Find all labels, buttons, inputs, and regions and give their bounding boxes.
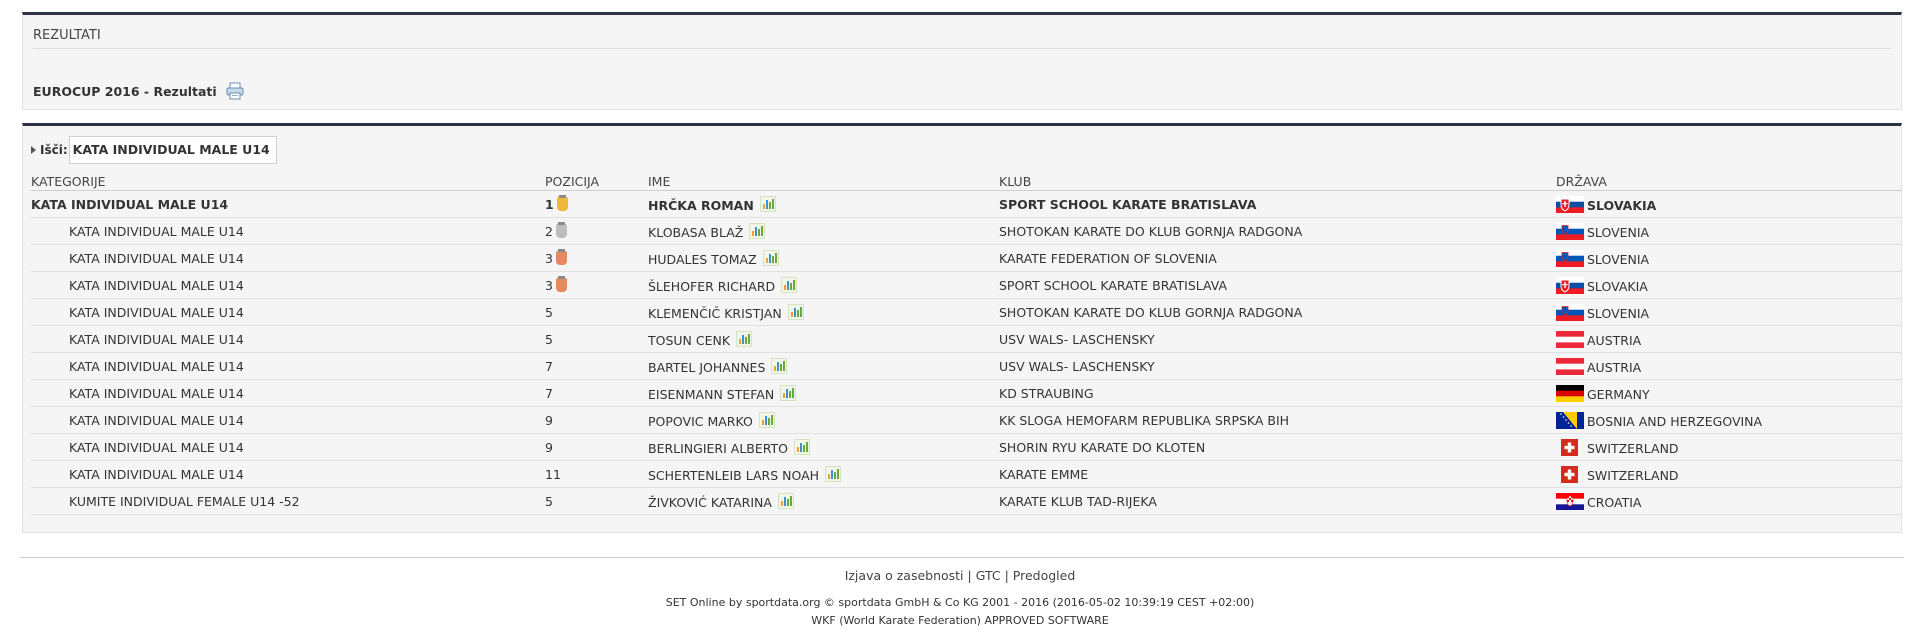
country-cell	[1556, 434, 1901, 461]
section-heading: REZULTATI	[33, 28, 101, 43]
category-cell: KATA INDIVIDUAL MALE U14	[31, 407, 545, 434]
col-header-club[interactable]: KLUB	[999, 172, 1556, 191]
col-header-country[interactable]: DRŽAVA	[1556, 172, 1901, 191]
austria-flag-icon	[1556, 331, 1584, 348]
results-panel	[22, 123, 1902, 533]
position-value: 9	[545, 412, 553, 428]
table-row	[31, 434, 1901, 461]
statistics-icon[interactable]	[780, 385, 796, 401]
name-cell	[648, 380, 999, 407]
position-value: 11	[545, 466, 561, 482]
country-name: AUSTRIA	[1587, 332, 1642, 348]
position-value: 3	[545, 277, 553, 293]
name-cell	[648, 326, 999, 353]
results-table	[31, 172, 1901, 515]
club-cell: KARATE KLUB TAD-RIJEKA	[999, 488, 1556, 515]
athlete-name: ŽIVKOVIĆ KATARINA	[648, 494, 772, 510]
country-name: SLOVAKIA	[1587, 197, 1657, 213]
category-cell: KATA INDIVIDUAL MALE U14	[31, 326, 545, 353]
statistics-icon[interactable]	[763, 250, 779, 266]
position-cell	[545, 407, 648, 434]
country-name: SLOVENIA	[1587, 251, 1650, 267]
country-name: SLOVAKIA	[1587, 278, 1648, 294]
footer-separator: |	[1004, 568, 1009, 583]
approved-text: WKF (World Karate Federation) APPROVED SOFTWARE	[811, 614, 1109, 627]
name-cell	[648, 272, 999, 299]
silver-medal-icon	[556, 224, 567, 238]
category-cell: KATA INDIVIDUAL MALE U14	[31, 245, 545, 272]
club-cell: SHOTOKAN KARATE DO KLUB GORNJA RADGONA	[999, 299, 1556, 326]
name-cell	[648, 353, 999, 380]
country-cell	[1556, 380, 1901, 407]
search-filter[interactable]	[31, 136, 277, 164]
search-input[interactable]: KATA INDIVIDUAL MALE U14	[69, 136, 277, 164]
position-cell	[545, 272, 648, 299]
slovakia-flag-icon	[1556, 196, 1584, 213]
position-cell	[545, 326, 648, 353]
bronze-medal-icon	[556, 278, 567, 292]
germany-flag-icon	[1556, 385, 1584, 402]
table-row	[31, 299, 1901, 326]
club-cell: KARATE FEDERATION OF SLOVENIA	[999, 245, 1556, 272]
position-cell	[545, 488, 648, 515]
col-header-position[interactable]: POZICIJA	[545, 172, 648, 191]
position-cell	[545, 434, 648, 461]
slovenia-flag-icon	[1556, 223, 1584, 240]
expand-triangle-icon[interactable]	[31, 146, 36, 154]
club-cell: USV WALS- LASCHENSKY	[999, 326, 1556, 353]
slovenia-flag-icon	[1556, 250, 1584, 267]
country-cell	[1556, 326, 1901, 353]
divider	[33, 48, 1891, 49]
table-row	[31, 380, 1901, 407]
country-name: AUSTRIA	[1587, 359, 1642, 375]
position-value: 5	[545, 493, 553, 509]
table-row	[31, 488, 1901, 515]
athlete-name: HRČKA ROMAN	[648, 197, 754, 213]
country-cell	[1556, 272, 1901, 299]
position-value: 3	[545, 250, 553, 266]
table-row	[31, 407, 1901, 434]
club-cell: KARATE EMME	[999, 461, 1556, 488]
athlete-name: POPOVIC MARKO	[648, 413, 753, 429]
position-value: 5	[545, 331, 553, 347]
position-value: 7	[545, 358, 553, 374]
athlete-name: TOSUN CENK	[648, 332, 731, 348]
table-row	[31, 326, 1901, 353]
athlete-name: BARTEL JOHANNES	[648, 359, 766, 375]
slovakia-flag-icon	[1556, 277, 1584, 294]
athlete-name: HUDALES TOMAZ	[648, 251, 757, 267]
country-name: CROATIA	[1587, 494, 1642, 510]
event-title-row	[33, 82, 245, 100]
country-name: SLOVENIA	[1587, 305, 1650, 321]
table-row	[31, 272, 1901, 299]
category-cell: KATA INDIVIDUAL MALE U14	[31, 380, 545, 407]
statistics-icon[interactable]	[778, 493, 794, 509]
printer-icon[interactable]	[225, 82, 245, 100]
position-value: 9	[545, 439, 553, 455]
athlete-name: EISENMANN STEFAN	[648, 386, 775, 402]
name-cell	[648, 434, 999, 461]
athlete-name: SCHERTENLEIB LARS NOAH	[648, 467, 820, 483]
category-cell: KATA INDIVIDUAL MALE U14	[31, 461, 545, 488]
position-cell	[545, 218, 648, 245]
statistics-icon[interactable]	[825, 466, 841, 482]
position-value: 7	[545, 385, 553, 401]
table-row	[31, 191, 1901, 218]
privacy-link[interactable]: Izjava o zasebnosti	[844, 568, 964, 583]
club-cell: USV WALS- LASCHENSKY	[999, 353, 1556, 380]
name-cell	[648, 407, 999, 434]
footer-links	[0, 568, 1920, 583]
category-cell: KATA INDIVIDUAL MALE U14	[31, 434, 545, 461]
country-name: GERMANY	[1587, 386, 1650, 402]
footer-separator: |	[967, 568, 972, 583]
name-cell	[648, 488, 999, 515]
statistics-icon[interactable]	[736, 331, 752, 347]
category-cell: KATA INDIVIDUAL MALE U14	[31, 272, 545, 299]
table-row	[31, 353, 1901, 380]
country-cell	[1556, 191, 1901, 218]
name-cell	[648, 299, 999, 326]
statistics-icon[interactable]	[749, 223, 765, 239]
athlete-name: KLEMENČIČ KRISTJAN	[648, 305, 782, 321]
country-cell	[1556, 299, 1901, 326]
position-cell	[545, 380, 648, 407]
country-cell	[1556, 488, 1901, 515]
position-value: 1	[545, 196, 554, 212]
country-cell	[1556, 245, 1901, 272]
club-cell: KK SLOGA HEMOFARM REPUBLIKA SRPSKA BIH	[999, 407, 1556, 434]
copyright-text: SET Online by sportdata.org © sportdata GmbH & Co KG 2001 - 2016 (2016-05-02 10:39:19 CEST +02:00)	[665, 596, 1255, 609]
athlete-name: KLOBASA BLAŽ	[648, 224, 744, 240]
table-row	[31, 461, 1901, 488]
position-cell	[545, 191, 648, 218]
category-cell: KATA INDIVIDUAL MALE U14	[31, 218, 545, 245]
country-cell	[1556, 218, 1901, 245]
country-cell	[1556, 407, 1901, 434]
category-cell: KATA INDIVIDUAL MALE U14	[31, 353, 545, 380]
position-cell	[545, 461, 648, 488]
country-name: SWITZERLAND	[1587, 467, 1679, 483]
bosnia-flag-icon	[1556, 412, 1584, 429]
search-label: Išči:	[40, 143, 68, 157]
position-value: 5	[545, 304, 553, 320]
athlete-name: BERLINGIERI ALBERTO	[648, 440, 789, 456]
gtc-link[interactable]: GTC	[975, 568, 1001, 583]
col-header-name[interactable]: IME	[648, 172, 999, 191]
statistics-icon[interactable]	[794, 439, 810, 455]
event-title: EUROCUP 2016 - Rezultati	[33, 83, 217, 99]
country-cell	[1556, 461, 1901, 488]
country-cell	[1556, 353, 1901, 380]
club-cell: SPORT SCHOOL KARATE BRATISLAVA	[999, 272, 1556, 299]
position-cell	[545, 299, 648, 326]
statistics-icon[interactable]	[759, 412, 775, 428]
name-cell	[648, 245, 999, 272]
name-cell	[648, 461, 999, 488]
country-name: SLOVENIA	[1587, 224, 1650, 240]
slovenia-flag-icon	[1556, 304, 1584, 321]
country-name: SWITZERLAND	[1587, 440, 1679, 456]
club-cell: SPORT SCHOOL KARATE BRATISLAVA	[999, 191, 1556, 218]
athlete-name: ŠLEHOFER RICHARD	[648, 278, 776, 294]
results-header-panel	[22, 12, 1902, 110]
switzerland-flag-icon	[1556, 439, 1584, 456]
country-name: BOSNIA AND HERZEGOVINA	[1587, 413, 1763, 429]
bronze-medal-icon	[556, 251, 567, 265]
name-cell	[648, 218, 999, 245]
statistics-icon[interactable]	[781, 277, 797, 293]
table-row	[31, 218, 1901, 245]
position-value: 2	[545, 223, 553, 239]
gold-medal-icon	[557, 197, 568, 211]
table-row	[31, 245, 1901, 272]
name-cell	[648, 191, 999, 218]
club-cell: SHOTOKAN KARATE DO KLUB GORNJA RADGONA	[999, 218, 1556, 245]
austria-flag-icon	[1556, 358, 1584, 375]
croatia-flag-icon	[1556, 493, 1584, 510]
position-cell	[545, 353, 648, 380]
statistics-icon[interactable]	[788, 304, 804, 320]
category-cell: KUMITE INDIVIDUAL FEMALE U14 -52	[31, 488, 545, 515]
statistics-icon[interactable]	[760, 196, 776, 212]
table-header-row	[31, 172, 1901, 191]
footer-divider	[20, 557, 1904, 558]
switzerland-flag-icon	[1556, 466, 1584, 483]
club-cell: KD STRAUBING	[999, 380, 1556, 407]
col-header-category[interactable]: KATEGORIJE	[31, 172, 545, 191]
category-cell: KATA INDIVIDUAL MALE U14	[31, 191, 545, 218]
position-cell	[545, 245, 648, 272]
category-cell: KATA INDIVIDUAL MALE U14	[31, 299, 545, 326]
statistics-icon[interactable]	[771, 358, 787, 374]
preview-link[interactable]: Predogled	[1012, 568, 1076, 583]
club-cell: SHORIN RYU KARATE DO KLOTEN	[999, 434, 1556, 461]
